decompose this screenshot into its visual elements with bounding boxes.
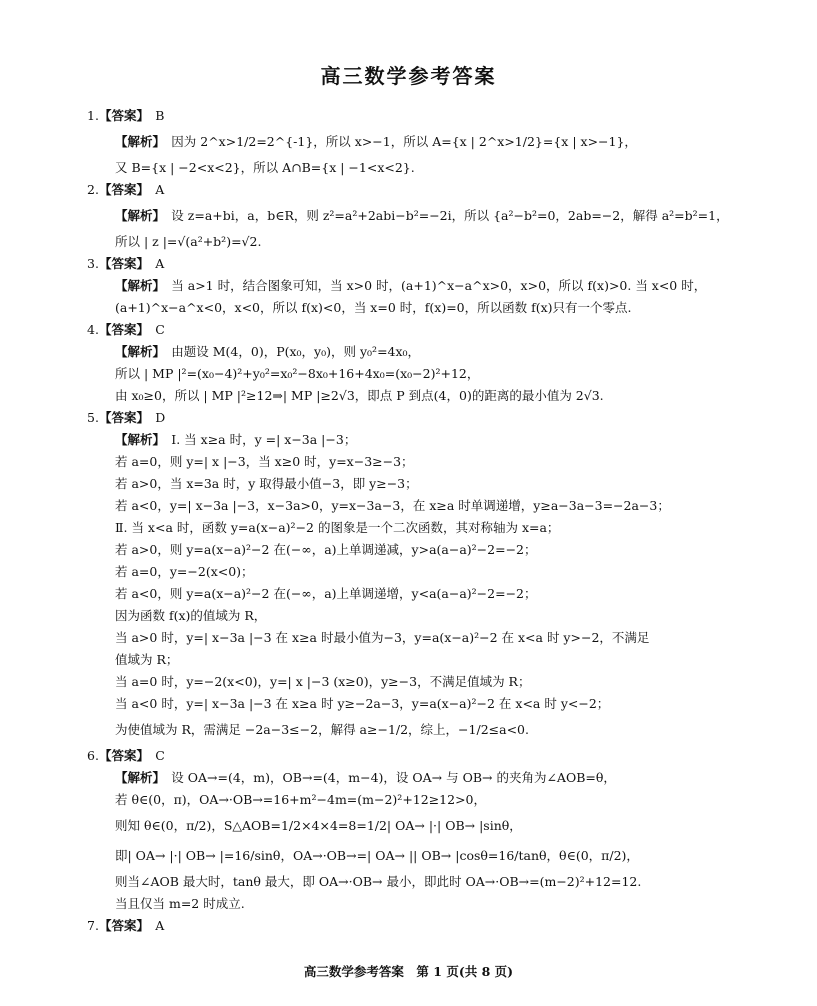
analysis-line: 若 a>0，则 y=a(x−a)²−2 在(−∞，a)上单调递减，y>a(a−a)²−2=−2； [115,542,537,557]
analysis-line: 若 a<0，则 y=a(x−a)²−2 在(−∞，a)上单调递增，y<a(a−a)²−2=−2； [115,586,537,601]
answer-line-6: 6.【答案】 C [87,748,165,763]
answer-line-4: 4.【答案】 C [87,322,165,337]
analysis-line: 若 θ∈(0，π)，OA→·OB→=16+m²−4m=(m−2)²+12≥12>0， [115,792,487,807]
analysis-line: Ⅱ. 当 x<a 时，函数 y=a(x−a)²−2 的图象是一个二次函数，其对称轴为 x=a； [115,520,560,535]
analysis-line: 由 x₀≥0，所以 | MP |²≥12⇒| MP |≥2√3，即点 P 到点(4，0)的距离的最小值为 2√3. [115,388,604,403]
analysis-line: 因为函数 f(x)的值域为 R， [115,608,267,623]
answer-line-3: 3.【答案】 A [87,256,165,271]
analysis-line: (a+1)^x−a^x<0，x<0，所以 f(x)<0，当 x=0 时，f(x)=0，所以函数 f(x)只有一个零点. [115,300,632,315]
analysis-line: 所以 | MP |²=(x₀−4)²+y₀²=x₀²−8x₀+16+4x₀=(x₀−2)²+12， [115,366,480,381]
analysis-line: 【解析】 设 OA→=(4，m)，OB→=(4，m−4)，设 OA→ 与 OB→ 的夹角为∠AOB=θ， [115,770,616,785]
answer-line-1: 1.【答案】 B [87,108,165,123]
analysis-line: 【解析】 由题设 M(4，0)，P(x₀，y₀)，则 y₀²=4x₀， [115,344,421,359]
analysis-line: 当 a<0 时，y=| x−3a |−3 在 x≥a 时 y≥−2a−3，y=a(x−a)²−2 在 x<a 时 y<−2； [115,696,610,711]
analysis-line: 则知 θ∈(0，π/2)，S△AOB=1/2×4×4=8=1/2| OA→ |·| OB→ |sinθ， [115,818,522,833]
analysis-line: 若 a=0，y=−2(x<0)； [115,564,254,579]
analysis-line: 所以 | z |=√(a²+b²)=√2. [115,234,262,249]
analysis-line: 则当∠AOB 最大时，tanθ 最大，即 OA→·OB→ 最小，即此时 OA→·OB→=(m−2)²+12=12. [115,874,642,889]
analysis-line: 【解析】 因为 2^x>1/2=2^{-1}，所以 x>−1，所以 A={x | 2^x>1/2}={x | x>−1}， [115,134,637,149]
analysis-line: 当 a=0 时，y=−2(x<0)，y=| x |−3 (x≥0)，y≥−3，不满足值域为 R； [115,674,531,689]
analysis-line: 当 a>0 时，y=| x−3a |−3 在 x≥a 时最小值为−3，y=a(x−a)²−2 在 x<a 时 y>−2，不满足 [115,630,650,645]
answer-line-2: 2.【答案】 A [87,182,165,197]
analysis-line: 值域为 R； [115,652,179,667]
analysis-line: 当且仅当 m=2 时成立. [115,896,245,911]
analysis-line: 若 a=0，则 y=| x |−3，当 x≥0 时，y=x−3≥−3； [115,454,414,469]
page-title: 高三数学参考答案 [320,64,497,88]
analysis-line: 若 a<0，y=| x−3a |−3，x−3a>0，y=x−3a−3，在 x≥a 时单调递增，y≥a−3a−3=−2a−3； [115,498,670,513]
page-footer: 高三数学参考答案 第 1 页(共 8 页) [303,964,514,979]
analysis-line: 【解析】 Ⅰ. 当 x≥a 时，y =| x−3a |−3； [115,432,357,447]
answer-content [87,105,727,937]
analysis-line: 若 a>0，当 x=3a 时，y 取得最小值−3，即 y≥−3； [115,476,418,491]
answer-line-5: 5.【答案】 D [87,410,166,425]
analysis-line: 即| OA→ |·| OB→ |=16/sinθ，OA→·OB→=| OA→ || OB→ |cosθ=16/tanθ，θ∈(0，π/2)， [115,848,639,863]
analysis-line: 【解析】 当 a>1 时，结合图象可知，当 x>0 时，(a+1)^x−a^x>0，x>0，所以 f(x)>0. 当 x<0 时， [115,278,707,293]
analysis-line: 【解析】 设 z=a+bi，a，b∈R，则 z²=a²+2abi−b²=−2i，所以 {a²−b²=0，2ab=−2，解得 a²=b²=1， [115,208,729,223]
answer-line-7: 7.【答案】 A [87,918,165,933]
analysis-line: 又 B={x | −2<x<2}，所以 A∩B={x | −1<x<2}. [115,160,415,175]
analysis-line: 为使值域为 R，需满足 −2a−3≤−2，解得 a≥−1/2，综上，−1/2≤a<0. [115,722,529,737]
